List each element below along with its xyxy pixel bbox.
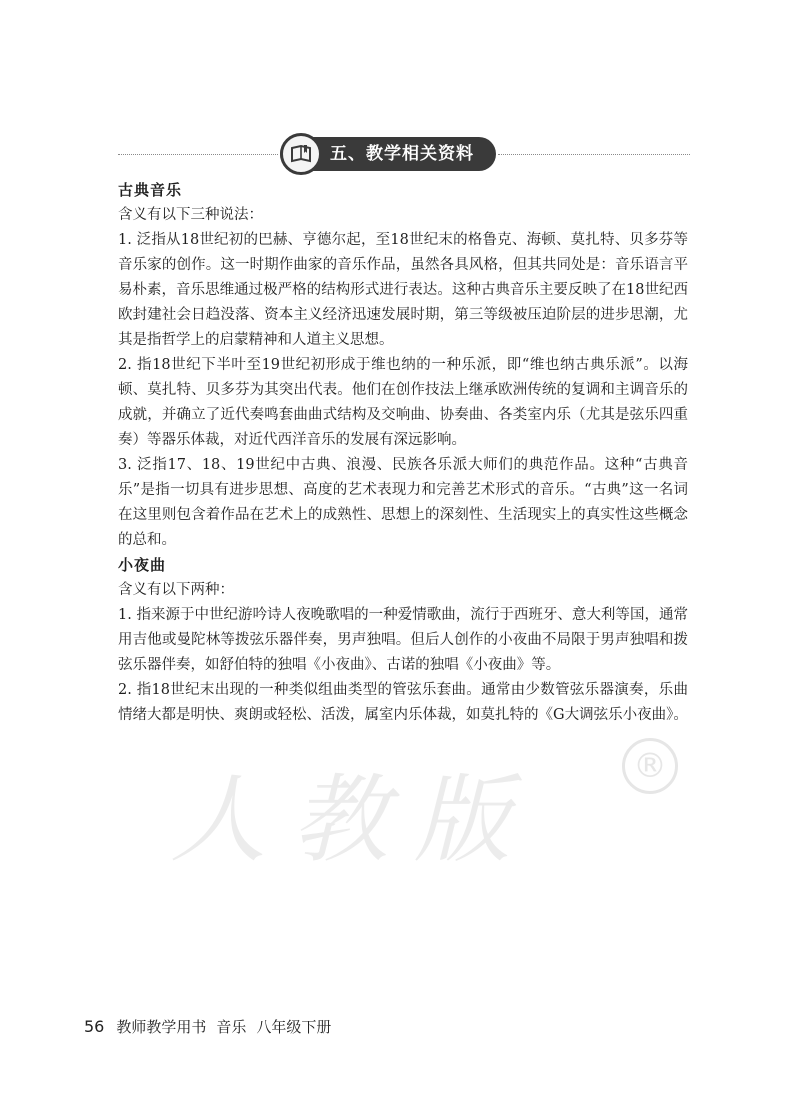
book-bookmark-icon [280, 133, 322, 175]
section-intro: 含义有以下三种说法： [118, 207, 263, 223]
section-header-title: 五、教学相关资料 [330, 144, 474, 164]
section-heading: 古典音乐 [118, 181, 183, 199]
header-rule-right [498, 154, 690, 155]
footer-subject: 音乐 [216, 1018, 247, 1036]
definition-item: 3. 泛指17、18、19世纪中古典、浪漫、民族各乐派大师们的典范作品。这种“古典音乐”是指一切具有进步思想、高度的艺术表现力和完善艺术形式的音乐。“古典”这一名词在这里则包含着作品在艺术上的成熟性、思想上的深刻性、生活现实上的真实性这些概念的总和。 [118, 457, 688, 548]
body-content [118, 178, 688, 728]
section-intro: 含义有以下两种： [118, 582, 234, 598]
section-serenade [118, 553, 688, 728]
header-rule-left [118, 154, 278, 155]
definition-item: 2. 指18世纪下半叶至19世纪初形成于维也纳的一种乐派，即“维也纳古典乐派”。以海顿、莫扎特、贝多芬为其突出代表。他们在创作技法上继承欧洲传统的复调和主调音乐的成就，并确立了近代奏鸣套曲曲式结构及交响曲、协奏曲、各类室内乐（尤其是弦乐四重奏）等器乐体裁，对近代西洋音乐的发展有深远影响。 [118, 357, 688, 448]
page-number: 56 [84, 1017, 105, 1036]
definition-item: 1. 指来源于中世纪游吟诗人夜晚歌唱的一种爱情歌曲，流行于西班牙、意大利等国，通常用吉他或曼陀林等拨弦乐器伴奏，男声独唱。但后人创作的小夜曲不局限于男声独唱和拨弦乐器伴奏，如舒伯特的独唱《小夜曲》、古诺的独唱《小夜曲》等。 [118, 607, 688, 673]
section-heading: 小夜曲 [118, 556, 167, 574]
definition-item: 1. 泛指从18世纪初的巴赫、亨德尔起，至18世纪末的格鲁克、海顿、莫扎特、贝多芬等音乐家的创作。这一时期作曲家的音乐作品，虽然各具风格，但其共同处是：音乐语言平易朴素，音乐思维通过极严格的结构形式进行表达。这种古典音乐主要反映了在18世纪西欧封建社会日趋没落、资本主义经济迅速发展时期，第三等级被压迫阶层的进步思潮，尤其是指哲学上的启蒙精神和人道主义思想。 [118, 232, 688, 348]
page-footer [84, 1016, 341, 1038]
definition-item: 2. 指18世纪末出现的一种类似组曲类型的管弦乐套曲。通常由少数管弦乐器演奏，乐曲情绪大都是明快、爽朗或轻松、活泼，属室内乐体裁，如莫扎特的《G大调弦乐小夜曲》。 [118, 682, 688, 723]
footer-book-title: 教师教学用书 [116, 1018, 207, 1036]
section-classical-music [118, 178, 688, 553]
footer-grade: 八年级下册 [256, 1018, 332, 1036]
registered-mark: ® [622, 738, 678, 794]
publisher-watermark: 人教版 [170, 764, 536, 876]
